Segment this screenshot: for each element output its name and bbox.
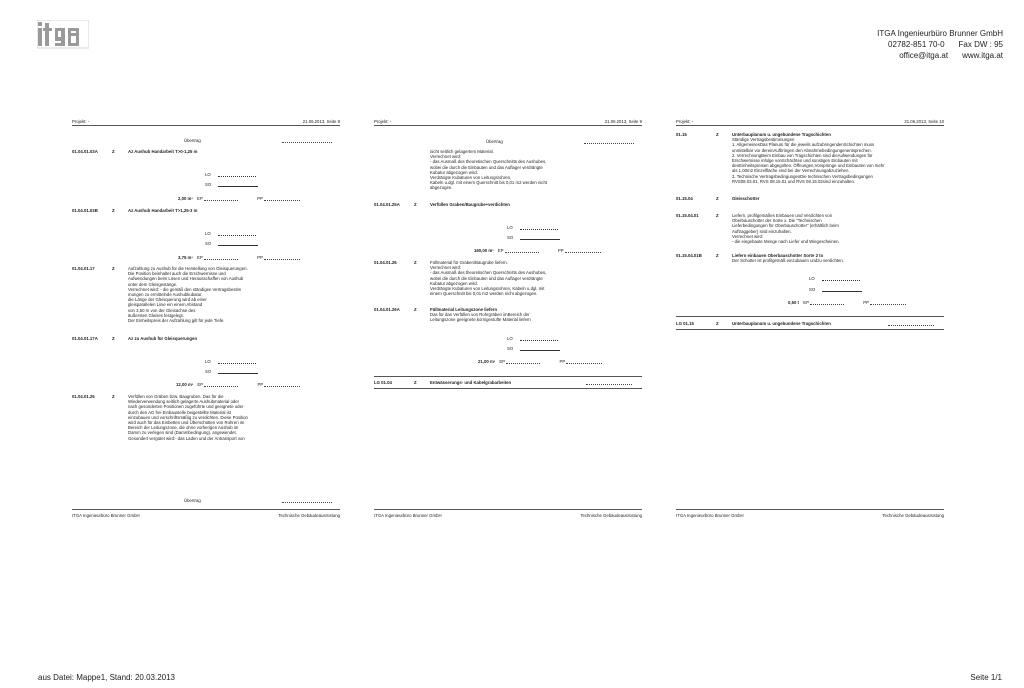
text-line: Füllmaterial für Graben/Baugrube liefern. [430,260,508,265]
position-text [732,132,942,184]
text-line: unter dem Gleisgestänge. [128,281,178,287]
text-line: Kubatur abgezogen wird. [430,280,478,286]
uebertrag-value [282,138,332,143]
so-label: SO [809,287,816,292]
lo-label: LO [809,276,815,281]
position-code: 01.15 [676,132,687,137]
page-header [374,119,642,126]
pp-label: PP [557,248,564,253]
document-page-3 [676,116,944,522]
page-footer-company: ITGA Ingenieurbüro Brunner GmbH [676,513,744,518]
so-label: SO [205,182,212,187]
page-header-project: Projekt: - [374,119,392,124]
text-line: Verrechnet wird: [732,233,764,239]
lo-label: LO [507,225,513,230]
group-title: Unterbauplanum u. ungebundene Tragschichten [732,321,831,326]
position-title: Verfüllen Graben/Baugrube+verdichten [430,202,510,207]
so-field [205,182,258,187]
lo-field [205,231,256,236]
text-line: 3. Technische VertragsbedingungenDie technischen Vertragsbedingungen [732,173,873,179]
text-line: die Länge der Gleisquerung wird ab einer [128,297,207,303]
text-line: Der Einheitspreis der Aufzahlung gilt für jede Tiefe. [128,318,225,324]
quantity: 160,00 m³ [474,248,494,253]
position-text [430,307,640,323]
ep-label: EP [197,196,203,201]
text-line: durch den AG frei Einbaustelle beigestellte Material ist [128,409,231,415]
text-line: als 1,00m2 Einzelfläche sind bei der Verrechnungabzuziehen. [732,168,850,174]
text-line: 2. VerrechnungBeim Einbau von Tragschichten sind dieAufwendungen für [732,152,873,158]
position-code: 01.04.01.03B [72,208,98,213]
text-line: Lieferbedingungen für Oberbauschotter" (erhältlich beim [732,223,839,229]
position-code: 01.04.01.25 [72,394,95,399]
page-header-date: 21.06.2013, Seite 8 [302,119,340,124]
price-row [176,382,300,387]
position-z: Z [414,202,417,207]
text-line: Ständige Vertragsbestimmungen [732,137,795,143]
position-code: 01.04.01.26A [374,307,400,312]
so-label: SO [205,241,212,246]
position-code: 01.15.04.01 [676,213,699,218]
text-line: - das Ausmaß des theoretischen Querschnitts des Aushubes, [430,270,547,276]
pp-label: PP [863,300,869,305]
text-line: Leitungszone geeignete,kornigestufte Material liefern [430,317,531,323]
position-title: Az Aushub Handarbeit T>1,25-3 m [128,208,198,213]
position-z: Z [716,132,719,137]
group-divider [374,376,642,377]
lo-field [205,172,256,177]
lo-label: LO [205,231,211,236]
text-line: Der Schotter ist profilgemäß einzubauen undzu verdichten. [732,258,845,264]
ep-label: EP [197,382,204,387]
text-line: einzubauen und vorschriftsmäßig zu verdichten. Diese Position [128,414,248,420]
company-email[interactable]: office@itga.at [899,51,949,60]
position-text [732,213,942,244]
position-text [732,253,942,263]
pp-label: PP [559,359,566,364]
group-divider [676,329,944,330]
group-z: Z [414,380,417,385]
text-line: Aufwendungen beim Lösen und Herausschaffen von Aushub [128,276,244,282]
text-line: Oberbauschotter der Sorte x. Die "Technischen [732,218,822,224]
text-line: Aufzahlung zu Aushub für die Herstellung von Gleisquerungen. [128,266,248,271]
group-divider [374,388,642,389]
pp-label: PP [257,196,263,201]
text-line: wobei die durch die Einbauten und das Auflager verdrängte [430,164,543,170]
text-line: Erschwernisse infolge vonSchächten und sonstigen Einbauten mit [732,158,858,164]
company-info [877,28,1003,61]
page-header-date: 21.06.2013, Seite 10 [904,119,944,124]
lo-field [507,336,558,341]
price-row [474,248,601,253]
ep-label: EP [497,248,504,253]
page-header-project: Projekt: - [72,119,90,124]
so-field [809,287,862,292]
text-line: Bereich der Leitungszone, die ohne vorherigen Aushub im [128,425,239,431]
position-z: Z [112,149,115,154]
text-line: Auftraggeber) sind einzuhalten. [732,228,792,234]
position-title: Az Aushub Handarbeit T>0-1,25 m [128,149,198,154]
ep-label: EP [499,359,506,364]
so-field [507,235,560,240]
position-code: 01.04.01.26 [374,260,397,265]
position-title: Az zu Aushub für Gleisquerungen [128,336,198,341]
text-line: Verrechnet wird: [430,154,462,160]
group-total-value [586,380,632,385]
quantity: 12,00 m³ [176,382,194,387]
footer-divider [374,509,642,510]
lo-field [809,276,860,281]
position-z: Z [716,196,719,201]
price-row [178,196,300,201]
quantity: 21,00 m³ [478,359,496,364]
position-text [430,149,640,191]
position-title: Gleisschotter [732,196,760,201]
text-line: 1. AllgemeinesDas Planum für die jeweils aufzubringendenSchichten muss [732,142,875,148]
text-line: unmittelbar vor dereinAufbringen den Abnahmebedingungenentsprechen. [732,147,872,153]
position-z: Z [716,253,719,258]
position-z: Z [414,260,417,265]
group-title: Entwässerungs- und Kabelgrabarbeiten [430,380,512,385]
position-z: Z [716,213,719,218]
lo-label: LO [507,336,513,341]
text-line: Verdrängte Kubaturen von Leitungsrohren, Kabeln u.dgl. mit [430,286,545,292]
position-code: 01.04.01.25A [374,202,400,207]
quantity: 2,00 m³ [178,196,193,201]
group-divider [676,316,944,317]
text-line: - das Ausmaß des theoretischen Querschnitts des Aushubes, [430,159,547,165]
uebertrag-value [282,498,332,503]
lo-label: LO [205,172,211,177]
text-line: - die eingebaute Menge nach Liefer und Wiegescheinen. [732,239,840,245]
text-line: Das für das Verfüllen von Rohrgräben imBereich der [430,312,530,318]
position-text [128,394,338,441]
uebertrag-label: Übertrag [184,138,201,143]
text-line: einem Querschnitt bis 0,01 m2 werden nicht abgezogen. [430,291,538,297]
text-line: abgezogen. [430,185,453,191]
itga-logo [37,20,89,50]
quantity: 0,50 t [788,300,799,305]
footer-divider [72,509,340,510]
so-label: SO [507,235,514,240]
position-z: Z [414,307,417,312]
position-text [128,266,338,323]
page-header-project: Projekt: - [676,119,694,124]
position-code: 01.04.01.17A [72,336,98,341]
position-title: Unterbauplanum u. ungebundene Tragschichten [732,132,831,137]
text-line: RVS08.03.01, RVS 08.15.01 und RVS 08.15.02sind einzuhalten. [732,178,856,184]
text-line: Damm zu verlegen sind (Dammbedingung), angewendet. [128,430,237,436]
page-footer-dept: Technische Gebäudeausrüstung [278,513,340,518]
group-total-value [888,321,934,326]
company-name: ITGA Ingenieurbüro Brunner GmbH [877,29,1003,38]
position-code: 01.04.01.03A [72,149,98,154]
text-line: Verrechnet wird: [430,265,462,271]
price-row [178,255,300,260]
price-row [788,300,906,305]
text-line: Verfüllen von Gräben bzw. Baugruben. Das für die [128,394,224,399]
pp-label: PP [257,255,263,260]
page-header [676,119,944,126]
position-z: Z [112,266,115,271]
lo-field [507,225,558,230]
ep-label: EP [197,255,203,260]
uebertrag-value [584,139,634,144]
position-z: Z [112,394,115,399]
page-header-date: 21.06.2013, Seite 9 [604,119,642,124]
pp-label: PP [257,382,264,387]
text-line: nicht seitlich gelagertem Material. [430,149,494,154]
lo-label: LO [205,359,211,364]
group-code: LG 01.04 [374,380,392,385]
uebertrag-label: Übertrag [486,139,503,144]
text-line: äußersten Gleises festgelegt. [128,312,184,318]
text-line: wobei die durch die Einbauten und das Auflager verdrängte [430,275,543,281]
price-row [478,359,602,364]
text-line: Verrechnet wird: - die gemäß den ständigen Vertragsbestim [128,286,242,292]
company-fax: Fax DW : 95 [958,40,1003,49]
position-title: Füllmaterial Leitungszone liefern [430,307,498,312]
lo-field [205,359,256,364]
so-field [507,346,560,351]
text-line: Verdrängte Kubaturen von Leitungsrohren, [430,175,512,181]
text-line: nach gesonderten Positionen zugeführte und geeignete oder [128,404,244,410]
page-header [72,119,340,126]
text-line: Gesondert vergütet wird:- das Laden und der Antransport von [128,435,245,441]
uebertrag-label: Übertrag [184,498,201,503]
footer-divider [676,509,944,510]
so-field [205,369,258,374]
document-page-2 [374,116,642,522]
so-label: SO [507,346,514,351]
text-line: denEinheitspreisen abgegolten. Öffnungen,Vorsprünge und Einbauten von mehr [732,163,885,169]
position-code: 01.04.01.17 [72,266,95,271]
document-source: aus Datei: Mappe1, Stand: 20.03.2013 [38,673,175,682]
position-code: 01.15.04 [676,196,693,201]
page-footer-company: ITGA Ingenieurbüro Brunner GmbH [374,513,442,518]
position-z: Z [112,208,115,213]
position-z: Z [112,336,115,341]
company-web[interactable]: www.itga.at [962,51,1003,60]
document-page-1 [72,116,340,522]
ep-label: EP [803,300,809,305]
so-label: SO [205,369,212,374]
page-footer-company: ITGA Ingenieurbüro Brunner GmbH [72,513,140,518]
text-line: Die Position beinhaltet auch die Erschwernisse und [128,271,226,277]
group-code: LG 01.15 [676,321,694,326]
text-line: Kabeln u.dgl. mit einem Querschnitt bis 0,01 m2 werden nicht [430,180,548,186]
page-footer-dept: Technische Gebäudeausrüstung [580,513,642,518]
group-z: Z [716,321,719,326]
quantity: 3,75 m³ [178,255,193,260]
text-line: Kubatur abgezogen wird. [430,169,478,175]
document-page-number: Seite 1/1 [970,673,1002,682]
text-line: gleisparallelen Linie ein einem Abstand [128,302,203,308]
text-line: von 3,50 m von der Gleisachse des [128,307,196,313]
text-line: Wiederverwendung seitlich gelagerte Aushubmaterial oder [128,399,240,405]
text-line: Liefern, profilgemäßes Einbauen und Verdichten von [732,213,833,218]
text-line: mungen zu ermittelnde Aushubkubatur, [128,292,203,298]
position-code: 01.15.04.01B [676,253,702,258]
position-title: Liefern einbauen Oberbauschotter Sorte 2 to [732,253,824,258]
so-field [205,241,258,246]
text-line: wird auch für das Einbetten und Überschütten von Rohren im [128,420,245,426]
company-phone: 02782-851 70-0 [888,40,945,49]
position-text [430,260,640,296]
page-footer-dept: Technische Gebäudeausrüstung [882,513,944,518]
